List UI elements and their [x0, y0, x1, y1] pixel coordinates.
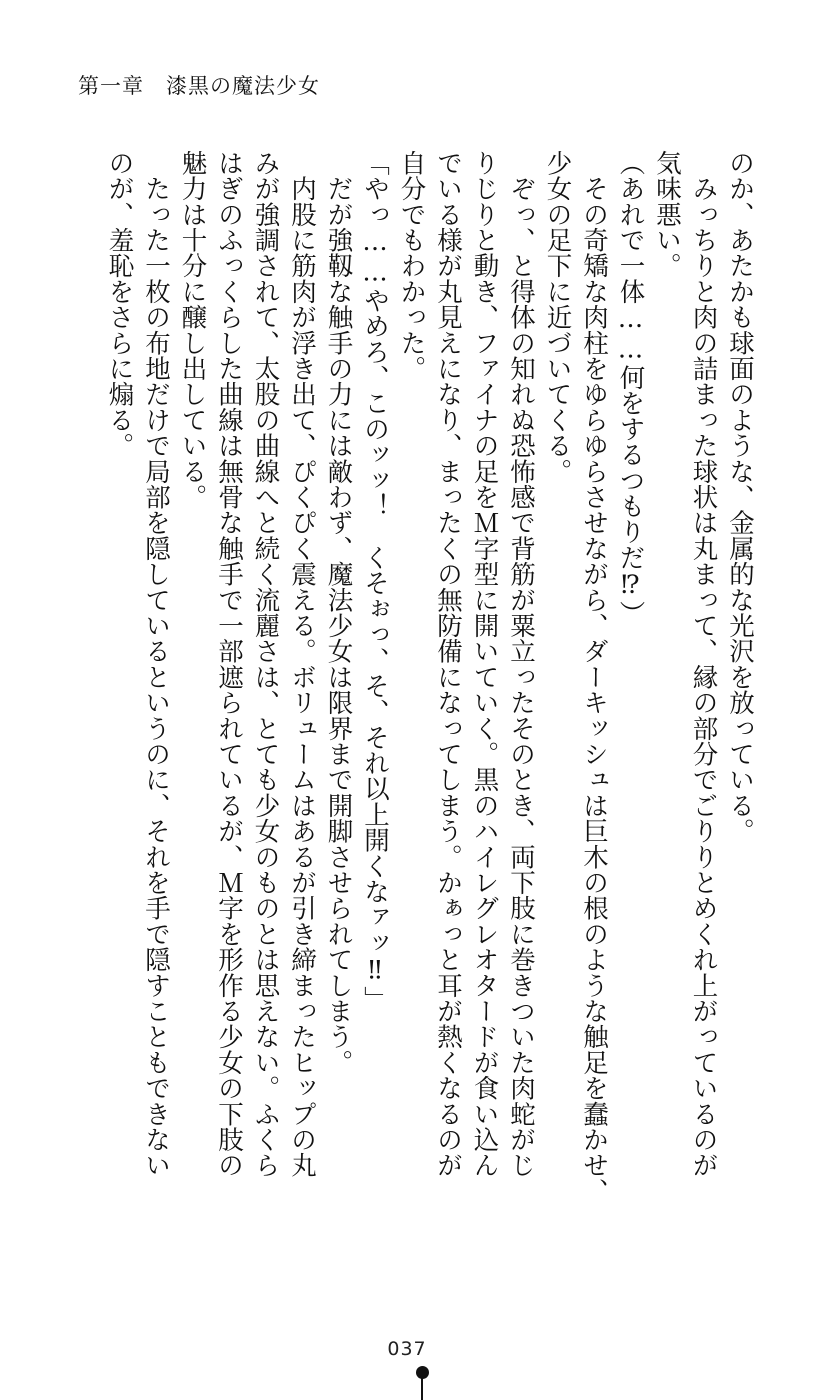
text-line: りじりと動き、ファイナの足をＭ字型に開いていく。黒のハイレグレオタードが食い込ん	[469, 150, 500, 1178]
text-line: 自分でもわかった。	[396, 150, 427, 382]
text-line: みっちりと肉の詰まった球状は丸まって、縁の部分でごりりとめくれ上がっているのが	[688, 150, 719, 1178]
text-line: 気味悪い。	[652, 150, 682, 279]
page-footer	[0, 1338, 814, 1360]
text-line: のが、羞恥をさらに煽る。	[104, 150, 135, 459]
text-line: たった一枚の布地だけで局部を隠しているというのに、それを手で隠すこともできない	[141, 150, 171, 1178]
text-line: ぞっ、と得体の知れぬ恐怖感で背筋が粟立ったそのとき、両下肢に巻きついた肉蛇がじ	[506, 150, 536, 1178]
page-marker-line	[421, 1378, 423, 1400]
text-line: のか、あたかも球面のような、金属的な光沢を放っている。	[725, 150, 755, 844]
text-line: （あれで一体……何をするつもりだ⁉）	[615, 150, 646, 627]
text-line: はぎのふっくらした曲線は無骨な触手で一部遮られているが、Ｍ字を形作る少女の下肢の	[214, 150, 244, 1178]
text-line: 少女の足下に近づいてくる。	[542, 150, 573, 485]
body-text	[101, 150, 758, 1204]
text-line: だが強靱な触手の力には敵わず、魔法少女は限界まで開脚させられてしまう。	[323, 150, 354, 1076]
text-line: 「やっ……やめろ、このッッ！ くそぉっ、そ、それ以上開くなァッ‼」	[360, 150, 390, 1012]
text-line: その奇矯な肉柱をゆらゆらさせながら、ダーキッシュは巨木の根のような触足を蠢かせ、	[579, 150, 609, 1204]
text-line: でいる様が丸見えになり、まったくの無防備になってしまう。かぁっと耳が熱くなるのが	[433, 150, 463, 1178]
text-line: 魅力は十分に醸し出している。	[177, 150, 208, 510]
page-number: 037	[387, 1338, 427, 1360]
text-line: みが強調されて、太股の曲線へと続く流麗さは、とても少女のものとは思えない。ふくら	[250, 150, 281, 1178]
text-line: 内股に筋肉が浮き出て、ぴくぴく震える。ボリュームはあるが引き締まったヒップの丸	[287, 150, 317, 1178]
chapter-header: 第一章 漆黒の魔法少女	[78, 74, 320, 98]
